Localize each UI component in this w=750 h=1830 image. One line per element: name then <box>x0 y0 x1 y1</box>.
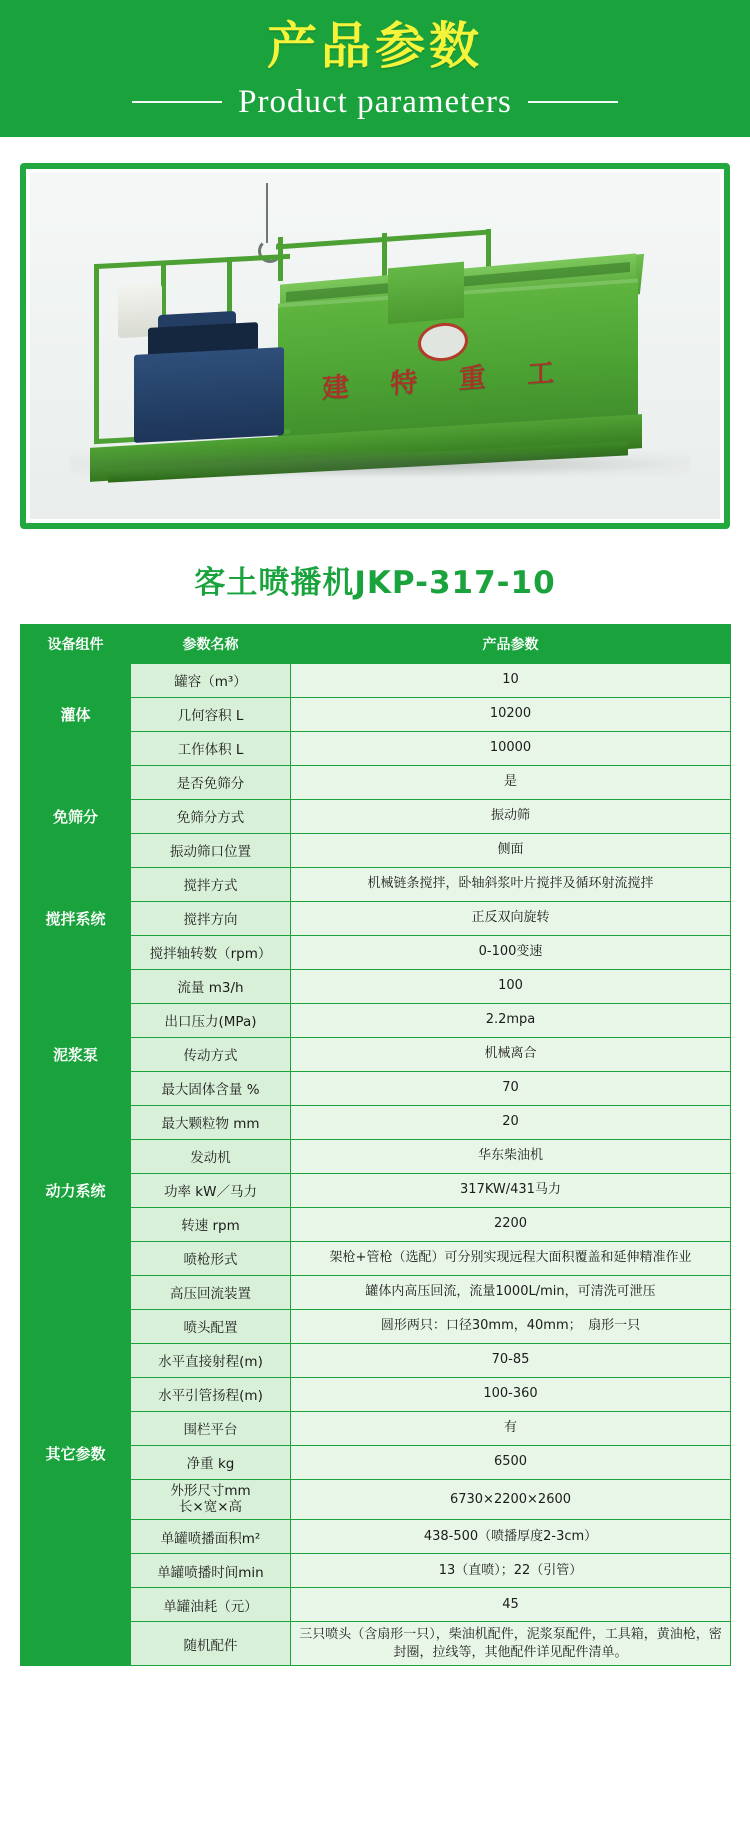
value-cell: 三只喷头（含扇形一只），柴油机配件，泥浆泵配件，工具箱，黄油枪，密封圈，拉线等，其他配件详见配件清单。 <box>291 1622 731 1666</box>
param-cell: 高压回流装置 <box>131 1275 291 1309</box>
value-cell: 是 <box>291 765 731 799</box>
group-cell: 免筛分 <box>21 765 131 867</box>
value-cell: 10200 <box>291 697 731 731</box>
value-cell: 20 <box>291 1105 731 1139</box>
param-cell: 最大固体含量 % <box>131 1071 291 1105</box>
value-cell: 2200 <box>291 1207 731 1241</box>
param-cell: 搅拌方式 <box>131 867 291 901</box>
diesel-engine <box>134 347 284 443</box>
header-rule-right <box>528 101 618 103</box>
param-cell: 免筛分方式 <box>131 799 291 833</box>
railing-post <box>382 232 387 276</box>
param-cell: 水平引管扬程(m) <box>131 1377 291 1411</box>
value-cell: 100 <box>291 969 731 1003</box>
value-cell: 华东柴油机 <box>291 1139 731 1173</box>
param-cell: 转速 rpm <box>131 1207 291 1241</box>
param-cell: 单罐喷播时间min <box>131 1554 291 1588</box>
table-row <box>21 663 731 697</box>
value-cell: 6730×2200×2600 <box>291 1479 731 1520</box>
group-cell: 其它参数 <box>21 1241 131 1666</box>
col-header-value: 产品参数 <box>291 624 731 663</box>
product-photo-frame <box>20 163 730 529</box>
value-cell: 70-85 <box>291 1343 731 1377</box>
param-cell: 喷头配置 <box>131 1309 291 1343</box>
param-cell: 喷枪形式 <box>131 1241 291 1275</box>
value-cell: 机械离合 <box>291 1037 731 1071</box>
param-cell: 出口压力(MPa) <box>131 1003 291 1037</box>
header-rule-left <box>132 101 222 103</box>
value-cell: 2.2mpa <box>291 1003 731 1037</box>
value-cell: 架枪+管枪（选配）可分别实现远程大面积覆盖和延伸精准作业 <box>291 1241 731 1275</box>
param-cell: 单罐油耗（元） <box>131 1588 291 1622</box>
page-header <box>0 0 750 137</box>
param-cell: 传动方式 <box>131 1037 291 1071</box>
value-cell: 10 <box>291 663 731 697</box>
param-cell: 围栏平台 <box>131 1411 291 1445</box>
param-cell: 工作体积 L <box>131 731 291 765</box>
group-cell: 灌体 <box>21 663 131 765</box>
param-cell: 是否免筛分 <box>131 765 291 799</box>
param-cell: 几何容积 L <box>131 697 291 731</box>
table-row <box>21 969 731 1003</box>
group-cell: 动力系统 <box>21 1139 131 1241</box>
value-cell: 罐体内高压回流，流量1000L/min，可清洗可泄压 <box>291 1275 731 1309</box>
param-cell: 罐容（m³） <box>131 663 291 697</box>
param-cell: 功率 kW／马力 <box>131 1173 291 1207</box>
param-cell: 流量 m3/h <box>131 969 291 1003</box>
product-photo <box>30 173 720 519</box>
group-cell: 泥浆泵 <box>21 969 131 1139</box>
col-header-param: 参数名称 <box>131 624 291 663</box>
value-cell: 10000 <box>291 731 731 765</box>
header-title-en: Product parameters <box>238 83 512 120</box>
spec-table-body <box>21 663 731 1666</box>
table-row <box>21 765 731 799</box>
param-cell: 搅拌轴转数（rpm） <box>131 935 291 969</box>
header-title-cn: 产品参数 <box>267 17 483 75</box>
param-cell: 净重 kg <box>131 1445 291 1479</box>
value-cell: 机械链条搅拌，卧轴斜浆叶片搅拌及循环射流搅拌 <box>291 867 731 901</box>
param-cell: 振动筛口位置 <box>131 833 291 867</box>
param-cell: 最大颗粒物 mm <box>131 1105 291 1139</box>
value-cell: 45 <box>291 1588 731 1622</box>
table-row <box>21 1139 731 1173</box>
brand-text: 建 特 重 工 <box>322 355 571 405</box>
group-cell: 搅拌系统 <box>21 867 131 969</box>
param-cell: 发动机 <box>131 1139 291 1173</box>
table-row <box>21 1241 731 1275</box>
param-cell: 水平直接射程(m) <box>131 1343 291 1377</box>
ground-shadow <box>70 451 690 477</box>
table-row <box>21 867 731 901</box>
header-divider <box>0 84 750 121</box>
value-cell: 6500 <box>291 1445 731 1479</box>
spec-table <box>20 624 731 1667</box>
crane-cable <box>266 183 268 243</box>
value-cell: 13（直喷）；22（引管） <box>291 1554 731 1588</box>
value-cell: 振动筛 <box>291 799 731 833</box>
value-cell: 100-360 <box>291 1377 731 1411</box>
col-header-component: 设备组件 <box>21 624 131 663</box>
param-cell: 随机配件 <box>131 1622 291 1666</box>
value-cell: 圆形两只：口径30mm，40mm； 扇形一只 <box>291 1309 731 1343</box>
table-header-row <box>21 624 731 663</box>
value-cell: 侧面 <box>291 833 731 867</box>
page-title: 客土喷播机JKP-317-10 <box>194 564 556 601</box>
value-cell: 438-500（喷播厚度2-3cm） <box>291 1520 731 1554</box>
param-cell: 外形尺寸mm 长×宽×高 <box>131 1479 291 1520</box>
param-cell: 搅拌方向 <box>131 901 291 935</box>
value-cell: 70 <box>291 1071 731 1105</box>
param-cell: 单罐喷播面积m² <box>131 1520 291 1554</box>
value-cell: 有 <box>291 1411 731 1445</box>
value-cell: 317KW/431马力 <box>291 1173 731 1207</box>
value-cell: 正反双向旋转 <box>291 901 731 935</box>
tank-side-panel <box>388 261 464 324</box>
value-cell: 0-100变速 <box>291 935 731 969</box>
